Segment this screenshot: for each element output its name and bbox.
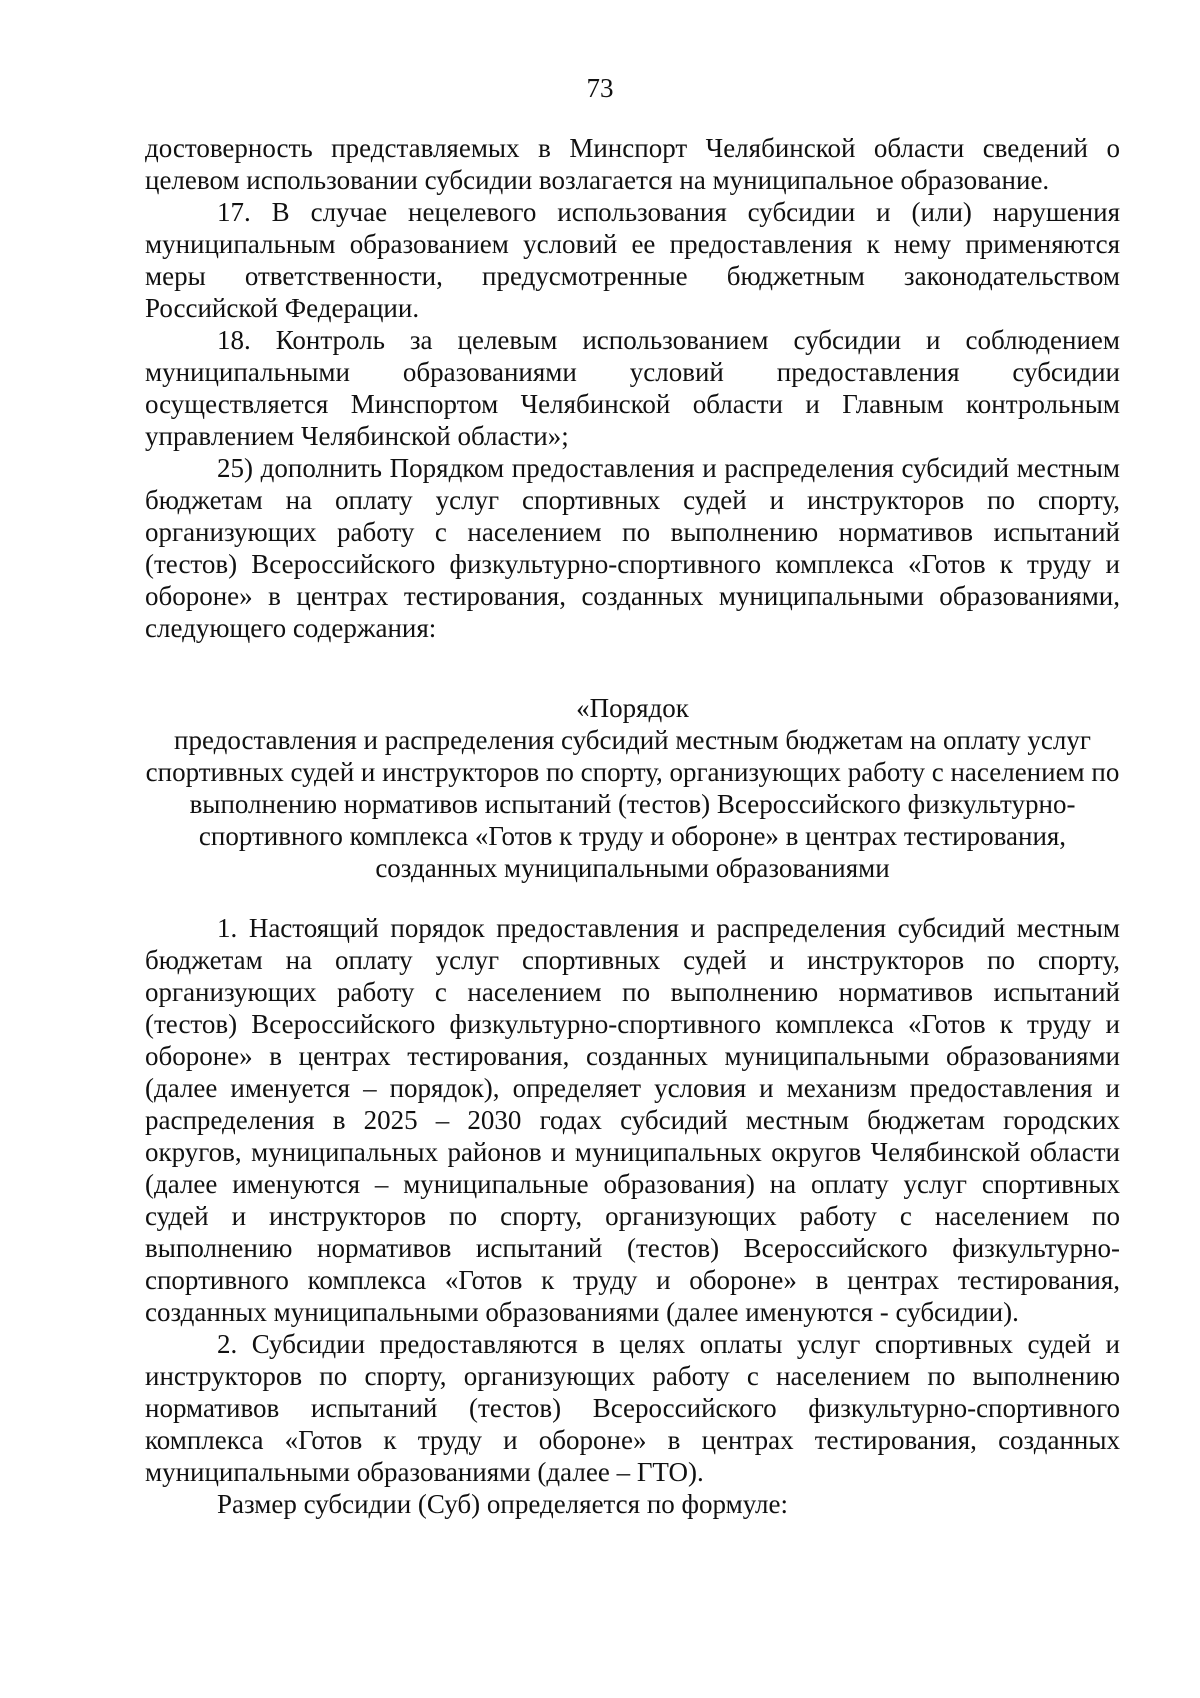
paragraph-item-18: 18. Контроль за целевым использованием субсидии и соблюдением муниципальными образованиями условий предоставления субсидии осуществляется Минспортом Челябинской области и Главным контрольным управлением Челябинской области»;	[145, 325, 1120, 451]
order-title-block	[145, 692, 1120, 884]
paragraph-item-25: 25) дополнить Порядком предоставления и распределения субсидий местным бюджетам на оплату услуг спортивных судей и инструкторов по спорту, организующих работу с населением по выполнению нормативов испытаний (тестов) Всероссийского физкультурно-спортивного комплекса «Готов к труду и обороне» в центрах тестирования, созданных муниципальными образованиями, следующего содержания:	[145, 453, 1120, 643]
order-paragraph-1: 1. Настоящий порядок предоставления и распределения субсидий местным бюджетам на оплату услуг спортивных судей и инструкторов по спорту, организующих работу с населением по выполнению нормативов испытаний (тестов) Всероссийского физкультурно-спортивного комплекса «Готов к труду и обороне» в центрах тестирования, созданных муниципальными образованиями (далее именуется – порядок), определяет условия и механизм предоставления и распределения в 2025 – 2030 годах субсидий местным бюджетам городских округов, муниципальных районов и муниципальных округов Челябинской области (далее именуются – муниципальные образования) на оплату услуг спортивных судей и инструкторов по спорту, организующих работу с населением по выполнению нормативов испытаний (тестов) Всероссийского физкультурно-спортивного комплекса «Готов к труду и обороне» в центрах тестирования, созданных муниципальными образованиями (далее именуются - субсидии).	[145, 913, 1120, 1327]
order-paragraph-2: 2. Субсидии предоставляются в целях оплаты услуг спортивных судей и инструкторов по спорту, организующих работу с населением по выполнению нормативов испытаний (тестов) Всероссийского физкультурно-спортивного комплекса «Готов к труду и обороне» в центрах тестирования, созданных муниципальными образованиями (далее – ГТО).	[145, 1329, 1120, 1487]
order-subtitle: предоставления и распределения субсидий местным бюджетам на оплату услуг спортивных судей и инструкторов по спорту, организующих работу с населением по выполнению нормативов испытаний (тестов) Всероссийского физкультурно-спортивного комплекса «Готов к труду и обороне» в центрах тестирования, созданных муниципальными образованиями	[145, 725, 1120, 883]
upper-text-block	[145, 132, 1120, 644]
order-heading: «Порядок	[576, 693, 689, 723]
paragraph-continuation: достоверность представляемых в Минспорт Челябинской области сведений о целевом использовании субсидии возлагается на муниципальное образование.	[145, 133, 1120, 195]
page-number: 73	[586, 73, 614, 103]
paragraph-item-17: 17. В случае нецелевого использования субсидии и (или) нарушения муниципальным образованием условий ее предоставления к нему применяются меры ответственности, предусмотренные бюджетным законодательством Российской Федерации.	[145, 197, 1120, 323]
formula-intro: Размер субсидии (Суб) определяется по формуле:	[217, 1489, 788, 1519]
order-body-block	[145, 912, 1120, 1520]
